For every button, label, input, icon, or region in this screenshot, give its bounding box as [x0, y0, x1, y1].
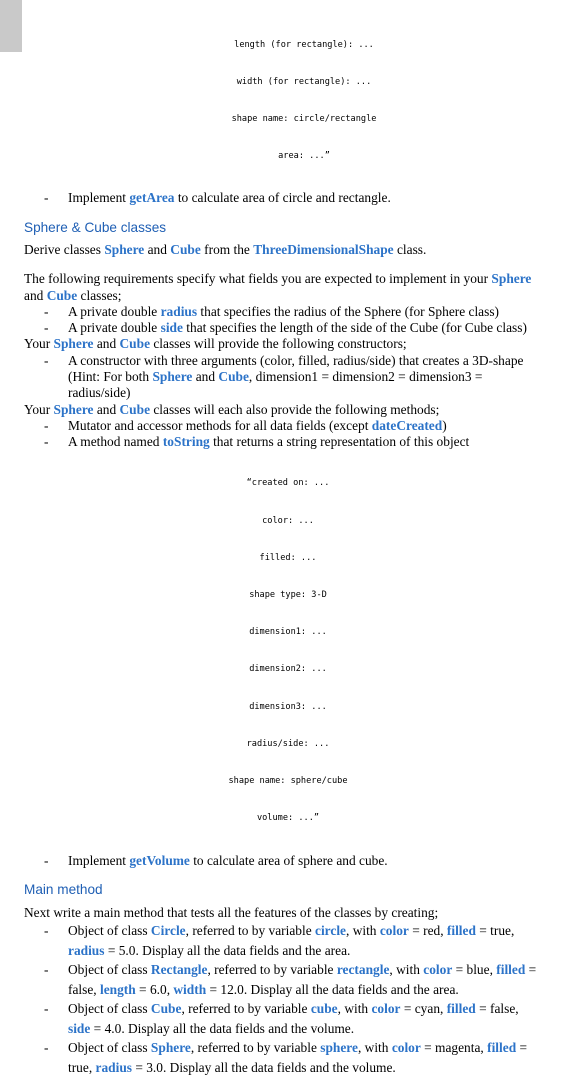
- code-line: “created on: ...: [246, 478, 330, 489]
- list-item-tostring: - A method named toString that returns a string representation of this object: [24, 434, 544, 450]
- getvolume-list: [24, 853, 544, 869]
- code-block-3d-tostring: [32, 453, 544, 850]
- code-line: volume: ...”: [256, 813, 320, 824]
- list-item-constructor: - A constructor with three arguments (color, filled, radius/side) that creates a 3D-shape (Hint: For both Sphere and Cube, dimension1 = dimension2 = dimension3 = radius/side): [24, 353, 544, 402]
- code-block-shape-tostring: [64, 14, 544, 188]
- main-intro-paragraph: Next write a main method that tests all the features of the classes by creating;: [24, 904, 439, 920]
- list-item-rectangle-object: - Object of class Rectangle, referred to by variable rectangle, with color = blue, filled = false, length = 6.0, width = 12.0. Display all the data fields and the area.: [24, 960, 544, 999]
- code-line: dimension1: ...: [249, 627, 327, 638]
- list-item-getarea: - Implement getArea to calculate area of circle and rectangle.: [24, 190, 544, 206]
- code-line: color: ...: [262, 515, 314, 526]
- code-line: dimension3: ...: [249, 701, 327, 712]
- document-page: [24, 14, 544, 1077]
- derive-paragraph: Derive classes Sphere and Cube from the ThreeDimensionalShape class.: [24, 241, 427, 257]
- getarea-list: [24, 190, 544, 206]
- list-item-radius-field: - A private double radius that specifies the radius of the Sphere (for Sphere class): [24, 304, 544, 320]
- fields-list: [24, 304, 544, 337]
- constructors-paragraph: Your Sphere and Cube classes will provide the following constructors;: [24, 336, 407, 352]
- code-line: filled: ...: [259, 552, 317, 563]
- code-line: width (for rectangle): ...: [236, 77, 372, 88]
- objects-list: [24, 921, 544, 1077]
- heading-sphere-cube: Sphere & Cube classes: [24, 219, 167, 235]
- list-item-cube-object: - Object of class Cube, referred to by variable cube, with color = cyan, filled = false, side = 4.0. Display all the data fields and the volume.: [24, 999, 544, 1038]
- heading-main-method: Main method: [24, 881, 103, 897]
- list-item-circle-object: - Object of class Circle, referred to by variable circle, with color = red, filled = true, radius = 5.0. Display all the data fields and the area.: [24, 921, 544, 960]
- code-line: length (for rectangle): ...: [234, 39, 374, 50]
- list-item-sphere-object: - Object of class Sphere, referred to by variable sphere, with color = magenta, filled = true, radius = 3.0. Display all the data fields and the volume.: [24, 1038, 544, 1077]
- list-item-side-field: - A private double side that specifies the length of the side of the Cube (for Cube class): [24, 320, 544, 336]
- code-line: area: ...”: [278, 151, 330, 162]
- list-item-getvolume: - Implement getVolume to calculate area of sphere and cube.: [24, 853, 544, 869]
- constructors-list: [24, 353, 544, 402]
- methods-list: [24, 418, 544, 451]
- requirements-paragraph: The following requirements specify what fields you are expected to implement in your Sphere and Cube classes;: [24, 271, 532, 303]
- methods-paragraph: Your Sphere and Cube classes will each also provide the following methods;: [24, 401, 440, 417]
- code-line: shape name: circle/rectangle: [231, 114, 377, 125]
- code-line: shape name: sphere/cube: [228, 776, 348, 787]
- code-line: radius/side: ...: [246, 738, 330, 749]
- list-item-mutators: - Mutator and accessor methods for all data fields (except dateCreated): [24, 418, 544, 434]
- code-line: dimension2: ...: [249, 664, 327, 675]
- code-line: shape type: 3-D: [249, 590, 327, 601]
- page-corner-thumbnail: [0, 0, 22, 52]
